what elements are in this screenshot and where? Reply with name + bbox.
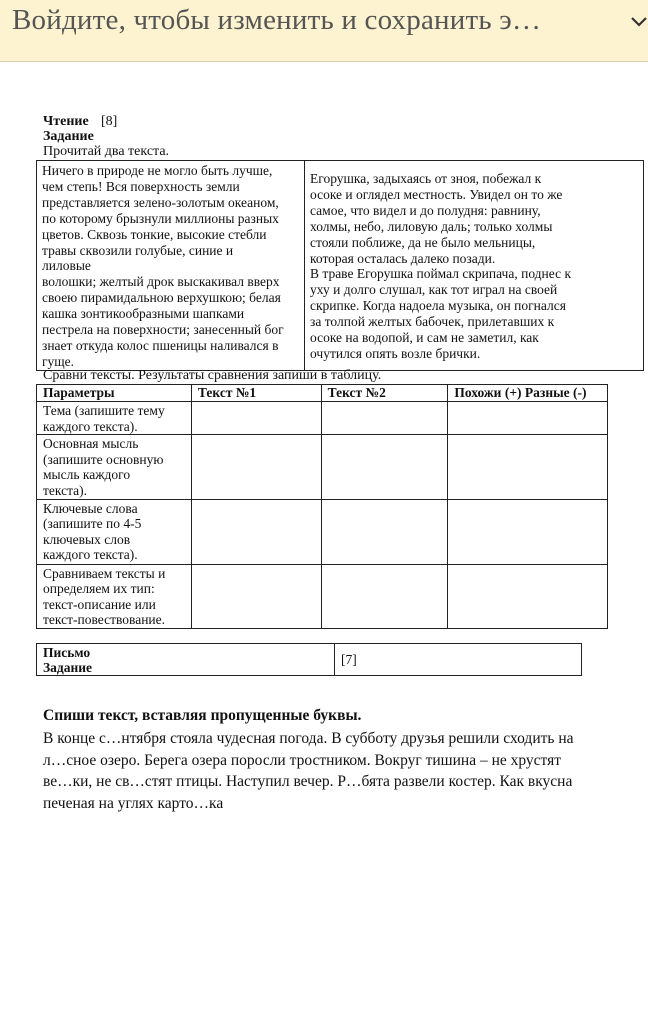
param-line: текст-повествование. [43,612,166,628]
text1-line: лиловые [42,258,91,274]
text2-line: самое, что видел и до полудня: равнину, [310,202,541,218]
text1-line: по которому брызнули миллионы разных [42,210,279,226]
reading-task-label: Задание [43,129,94,144]
writing-line: ве…ки, не св…стят птицы. Наступил вечер. Р…бята развели костер. Как вкусна [43,773,573,791]
table-row [37,402,608,435]
param-line: ключевых слов [43,531,131,547]
param-line: (запишите по 4-5 [43,516,142,532]
param-cell [37,499,192,564]
header-similarity: Похожи (+) Разные (-) [448,385,608,402]
compare-instruction: Сравни тексты. Результаты сравнения запиши в таблицу. [43,368,382,383]
writing-instruction: Спиши текст, вставляя пропущенные буквы. [43,707,362,724]
param-line: каждого текста). [43,418,138,434]
answer-cell[interactable] [191,435,321,499]
text2-line: скрипке. Когда надоела музыка, он погнался [310,298,566,314]
text1-line: знает откуда колос пшеницы наливался в [42,337,279,353]
text2-line: уху и долго слушал, как тот играл на своей [310,282,558,298]
text1-line: Ничего в природе не могло быть лучше, [42,163,273,178]
header-text2: Текст №2 [321,385,448,402]
param-line: каждого текста). [43,547,138,563]
text2-line: холмы, небо, лиловую даль; только холмы [310,218,553,234]
param-label [43,436,185,498]
header-params: Параметры [37,385,192,402]
answer-cell[interactable] [191,564,321,628]
table-row [37,499,608,564]
param-label [43,403,185,434]
text1-line: гуще. [42,353,75,369]
text1-line: волошки; желтый дрок выскакивал вверх [42,274,280,290]
writing-heading: Письмо [43,645,91,660]
reading-heading: Чтение [43,114,89,129]
param-line: Основная мысль [43,436,139,452]
answer-cell[interactable] [191,499,321,564]
writing-line: л…сное озеро. Берега озера поросли тростником. Вокруг тишина – не хрустят [43,751,562,769]
comparison-header-row [37,385,608,402]
text1-cell [37,161,305,371]
text2-cell [305,161,644,371]
param-line: Ключевые слова [43,500,138,516]
param-line: Тема (запишите тему [43,403,165,418]
table-row [37,564,608,628]
text1-line: пестрела на поверхности; занесенный бог [42,322,284,338]
param-line: мысль каждого [43,467,131,483]
header-text1: Текст №1 [191,385,321,402]
text2-line: стояли поближе, да не было мельницы, [310,234,536,250]
param-line: текста). [43,482,88,498]
answer-cell[interactable] [448,435,608,499]
answer-cell[interactable] [448,499,608,564]
text1-line: цветов. Сквозь тонкие, высокие стебли [42,226,267,242]
text2 [305,161,643,362]
writing-line: печеная на углях карто…ка [43,794,224,812]
answer-cell[interactable] [321,402,448,435]
answer-cell[interactable] [321,499,448,564]
writing-box [36,643,582,676]
param-line: (запишите основную [43,451,164,467]
param-line: текст-описание или [43,596,156,612]
param-line: определяем их тип: [43,581,155,597]
texts-table [36,160,644,371]
text1 [37,161,304,370]
param-line: Сравниваем тексты и [43,565,166,581]
answer-cell[interactable] [448,402,608,435]
writing-line: В конце с…нтября стояла чудесная погода. В субботу друзья решили сходить на [43,730,574,747]
reading-instruction: Прочитай два текста. [43,144,170,159]
text2-line: осоке на водопой, и сам не заметил, как [310,330,539,346]
text1-line: своею пирамидальною верхушкою; белая [42,290,281,306]
text1-line: представляется зелено-золотым океаном, [42,194,279,210]
text1-line: кашка зонтикообразными шапками [42,306,245,322]
answer-cell[interactable] [448,564,608,628]
comparison-table [36,384,608,629]
table-row [37,435,608,499]
text2-line: за толпой желтых бабочек, прилетавших к [310,314,555,330]
writing-text [43,728,628,814]
text1-line: чем степь! Вся поверхность земли [42,178,240,194]
text2-line: В траве Егорушка поймал скрипача, поднес к [310,266,572,282]
writing-points: [7] [335,644,582,676]
signin-banner[interactable] [0,0,648,62]
answer-cell[interactable] [191,402,321,435]
param-label [43,501,185,563]
text2-line: осоке и оглядел местность. Увидел он то же [310,186,563,202]
answer-cell[interactable] [321,435,448,499]
writing-label-cell [37,644,335,676]
param-cell [37,564,192,628]
reading-points: [8] [101,114,118,129]
chevron-down-icon[interactable] [628,12,648,32]
banner-title: Войдите, чтобы изменить и сохранить э… [12,4,542,36]
text1-line: травы сквозили голубые, синие и [42,242,234,258]
param-cell [37,435,192,499]
text2-line: Егорушка, задыхаясь от зноя, побежал к [310,171,542,186]
param-cell [37,402,192,435]
writing-task-label: Задание [43,660,93,675]
param-label [43,566,185,628]
text2-line: очутился опять возле брички. [310,345,481,361]
answer-cell[interactable] [321,564,448,628]
text2-line: которая осталась далеко позади. [310,250,496,266]
